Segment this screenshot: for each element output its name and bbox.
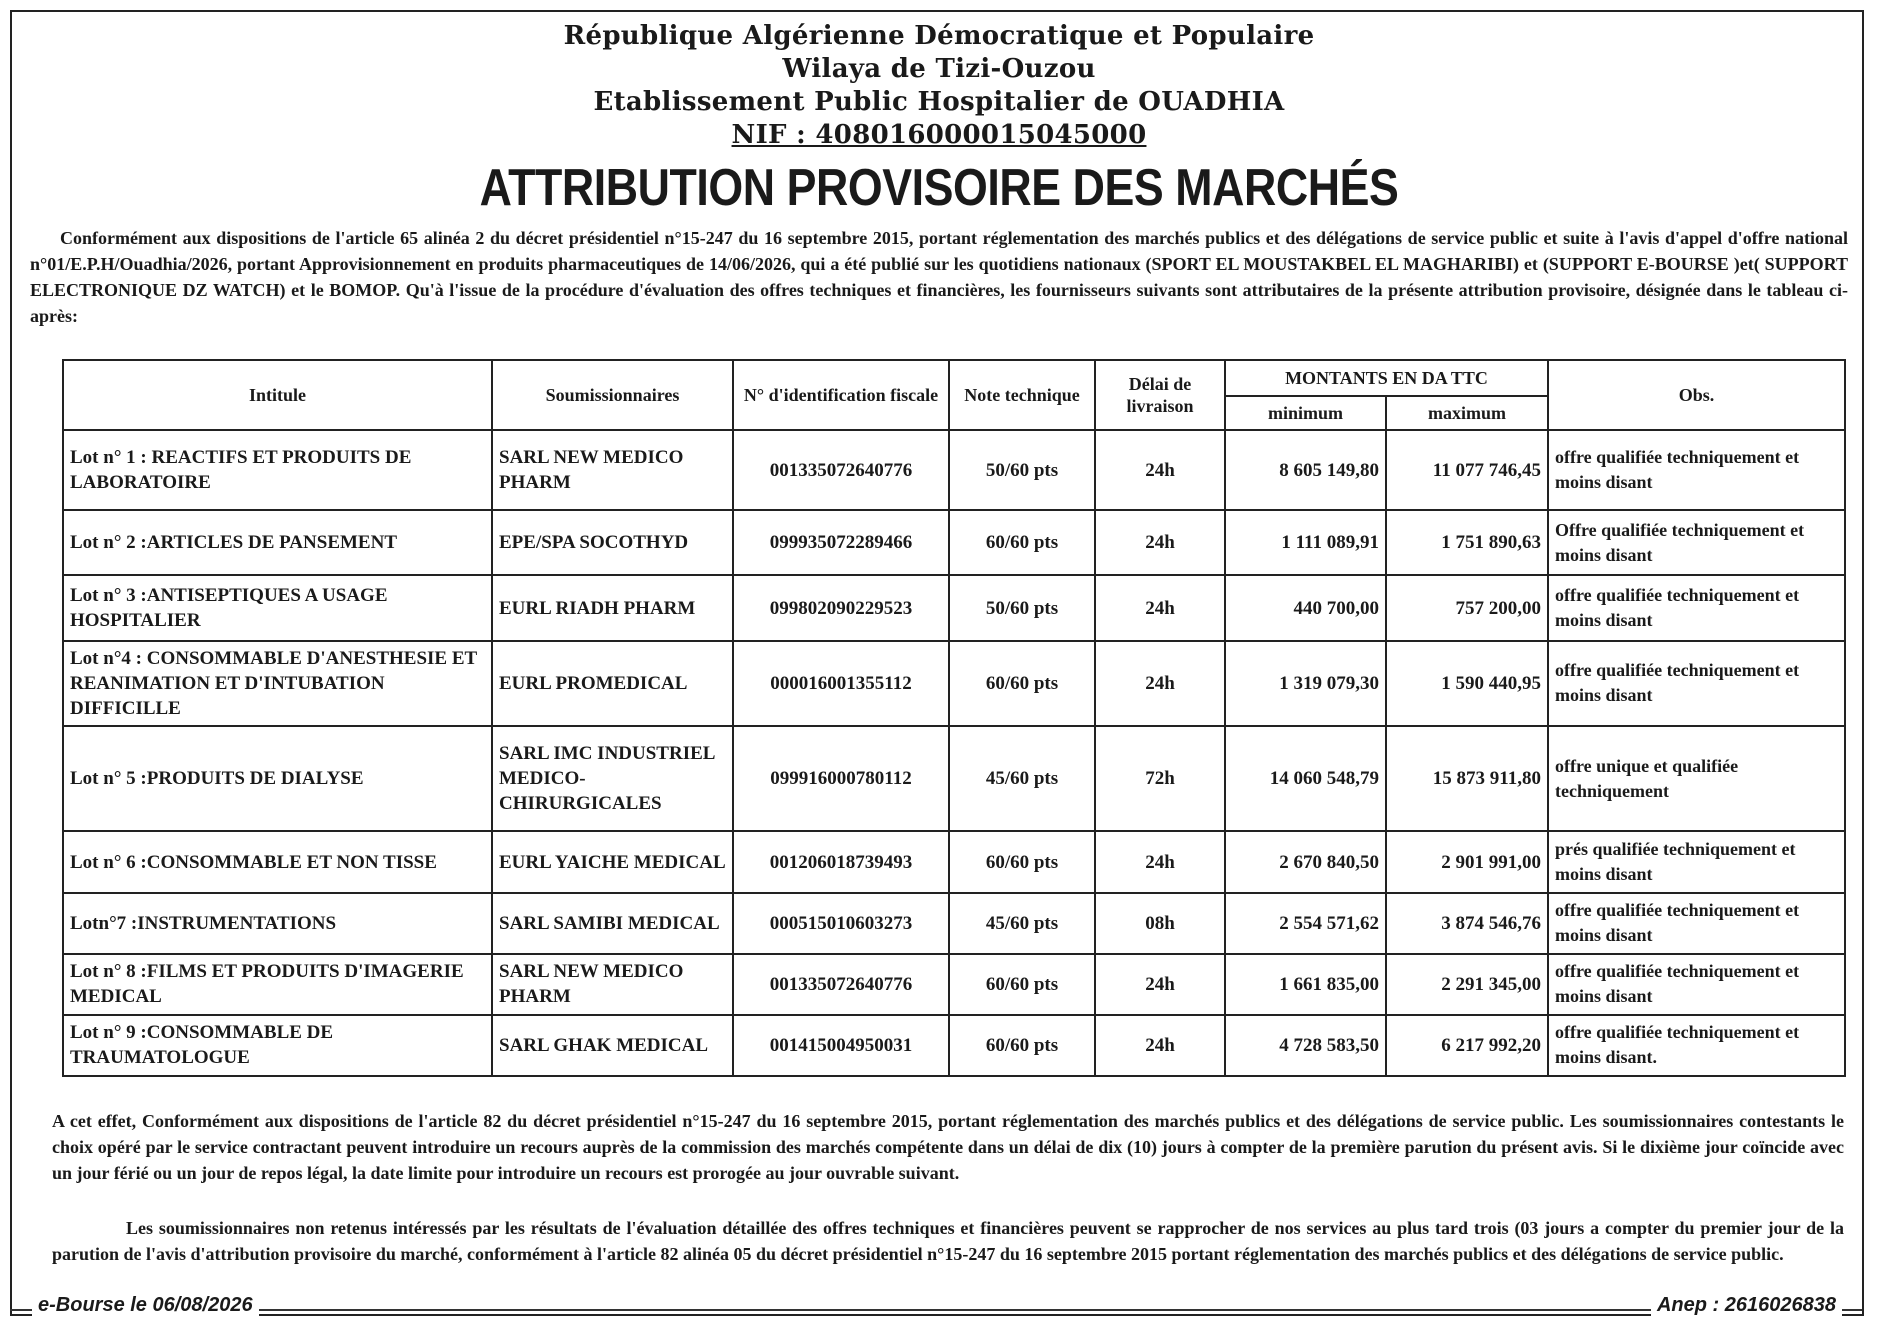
lot-cell: Lotn°7 :INSTRUMENTATIONS: [63, 893, 492, 954]
supplier-cell: SARL NEW MEDICO PHARM: [492, 430, 733, 510]
minimum-cell: 14 060 548,79: [1225, 726, 1386, 831]
table-row: [63, 575, 1845, 640]
maximum-cell: 1 751 890,63: [1386, 510, 1548, 575]
maximum-cell: 6 217 992,20: [1386, 1015, 1548, 1076]
delai-cell: 24h: [1095, 430, 1225, 510]
supplier-cell: SARL GHAK MEDICAL: [492, 1015, 733, 1076]
obs-cell: offre qualifiée techniquement et moins disant: [1548, 893, 1845, 954]
nif-cell: 001335072640776: [733, 430, 949, 510]
obs-cell: offre qualifiée techniquement et moins disant: [1548, 954, 1845, 1015]
nif-cell: 099916000780112: [733, 726, 949, 831]
page-title: ATTRIBUTION PROVISOIRE DES MARCHÉS: [479, 159, 1399, 217]
header-nif: N° d'identification fiscale: [733, 360, 949, 430]
header-obs: Obs.: [1548, 360, 1845, 430]
obs-cell: prés qualifiée techniquement et moins disant: [1548, 831, 1845, 892]
delai-cell: 24h: [1095, 954, 1225, 1015]
obs-cell: Offre qualifiée techniquement et moins disant: [1548, 510, 1845, 575]
nif-cell: 099935072289466: [733, 510, 949, 575]
table-row: [63, 430, 1845, 510]
maximum-cell: 1 590 440,95: [1386, 641, 1548, 726]
table-row: [63, 893, 1845, 954]
nif-cell: 001335072640776: [733, 954, 949, 1015]
delai-cell: 72h: [1095, 726, 1225, 831]
minimum-cell: 1 319 079,30: [1225, 641, 1386, 726]
maximum-cell: 757 200,00: [1386, 575, 1548, 640]
header-republic: République Algérienne Démocratique et Populaire: [563, 21, 1315, 51]
supplier-cell: EURL RIADH PHARM: [492, 575, 733, 640]
note-cell: 50/60 pts: [949, 575, 1095, 640]
nif-cell: 000515010603273: [733, 893, 949, 954]
nif-cell: 001415004950031: [733, 1015, 949, 1076]
supplier-cell: EPE/SPA SOCOTHYD: [492, 510, 733, 575]
supplier-cell: EURL YAICHE MEDICAL: [492, 831, 733, 892]
nif-cell: 099802090229523: [733, 575, 949, 640]
supplier-cell: EURL PROMEDICAL: [492, 641, 733, 726]
note-cell: 60/60 pts: [949, 1015, 1095, 1076]
minimum-cell: 1 111 089,91: [1225, 510, 1386, 575]
minimum-cell: 8 605 149,80: [1225, 430, 1386, 510]
delai-cell: 24h: [1095, 831, 1225, 892]
delai-cell: 24h: [1095, 575, 1225, 640]
lot-cell: Lot n° 8 :FILMS ET PRODUITS D'IMAGERIE MEDICAL: [63, 954, 492, 1015]
footer-ebourse: e-Bourse le 06/08/2026: [32, 1294, 259, 1317]
minimum-cell: 2 554 571,62: [1225, 893, 1386, 954]
obs-cell: offre qualifiée techniquement et moins disant: [1548, 575, 1845, 640]
delai-cell: 24h: [1095, 641, 1225, 726]
attribution-table: [62, 359, 1846, 1077]
lot-cell: Lot n°4 : CONSOMMABLE D'ANESTHESIE ET REANIMATION ET D'INTUBATION DIFFICILLE: [63, 641, 492, 726]
note-cell: 45/60 pts: [949, 893, 1095, 954]
header: [0, 20, 1878, 152]
header-nif: NIF : 408016000015045000: [731, 120, 1147, 150]
note-cell: 60/60 pts: [949, 831, 1095, 892]
obs-cell: offre qualifiée techniquement et moins disant.: [1548, 1015, 1845, 1076]
lot-cell: Lot n° 3 :ANTISEPTIQUES A USAGE HOSPITALIER: [63, 575, 492, 640]
header-maximum: maximum: [1386, 396, 1548, 430]
minimum-cell: 2 670 840,50: [1225, 831, 1386, 892]
maximum-cell: 11 077 746,45: [1386, 430, 1548, 510]
table-row: [63, 831, 1845, 892]
lot-cell: Lot n° 5 :PRODUITS DE DIALYSE: [63, 726, 492, 831]
obs-cell: offre qualifiée techniquement et moins disant: [1548, 430, 1845, 510]
lot-cell: Lot n° 2 :ARTICLES DE PANSEMENT: [63, 510, 492, 575]
header-montants: MONTANTS EN DA TTC: [1225, 360, 1548, 396]
note-cell: 60/60 pts: [949, 954, 1095, 1015]
intro-paragraph: Conformément aux dispositions de l'article 65 alinéa 2 du décret présidentiel n°15-247 du 16 septembre 2015, portant réglementation des marchés publics et des délégations de service public et suite à l'avis d'appel d'offre national n°01/E.P.H/Ouadhia/2026, portant Approvisionnement en produits pharmaceutiques de 14/06/2026, qui a été publié sur les quotidiens nationaux (SPORT EL MOUSTAKBEL EL MAGHARIBI) et (SUPPORT E-BOURSE )et( SUPPORT ELECTRONIQUE DZ WATCH) et le BOMOP. Qu'à l'issue de la procédure d'évaluation des offres techniques et financières, les fournisseurs suivants sont attributaires de la présente attribution provisoire, désignée dans le tableau ci-après:: [30, 228, 1848, 326]
note-cell: 50/60 pts: [949, 430, 1095, 510]
delai-cell: 08h: [1095, 893, 1225, 954]
obs-cell: offre unique et qualifiée techniquement: [1548, 726, 1845, 831]
table-row: [63, 510, 1845, 575]
minimum-cell: 1 661 835,00: [1225, 954, 1386, 1015]
lot-cell: Lot n° 9 :CONSOMMABLE DE TRAUMATOLOGUE: [63, 1015, 492, 1076]
lot-cell: Lot n° 1 : REACTIFS ET PRODUITS DE LABORATOIRE: [63, 430, 492, 510]
header-intitule: Intitule: [63, 360, 492, 430]
table-row: [63, 641, 1845, 726]
maximum-cell: 15 873 911,80: [1386, 726, 1548, 831]
header-note: Note technique: [949, 360, 1095, 430]
note-cell: 45/60 pts: [949, 726, 1095, 831]
delai-cell: 24h: [1095, 1015, 1225, 1076]
table-row: [63, 954, 1845, 1015]
recours-paragraph: A cet effet, Conformément aux dispositions de l'article 82 du décret présidentiel n°15-247 du 16 septembre 2015, portant réglementation des marchés publics et des délégations de service public. Les soumissionnaires contestants le choix opéré par le service contractant peuvent introduire un recours auprès de la commission des marchés compétente dans un délai de dix (10) jours à compter de la première parution du présent avis. Si le dixième jour coïncide avec un jour férié ou un jour de repos légal, la date limite pour introduire un recours est prorogée au jour ouvrable suivant.: [52, 1111, 1844, 1183]
note-cell: 60/60 pts: [949, 510, 1095, 575]
nif-cell: 000016001355112: [733, 641, 949, 726]
note-cell: 60/60 pts: [949, 641, 1095, 726]
maximum-cell: 2 291 345,00: [1386, 954, 1548, 1015]
footer-anep: Anep : 2616026838: [1651, 1294, 1842, 1317]
header-wilaya: Wilaya de Tizi-Ouzou: [782, 54, 1096, 84]
supplier-cell: SARL SAMIBI MEDICAL: [492, 893, 733, 954]
table-row: [63, 726, 1845, 831]
table-row: [63, 1015, 1845, 1076]
header-delai: Délai de livraison: [1095, 360, 1225, 430]
obs-cell: offre qualifiée techniquement et moins disant: [1548, 641, 1845, 726]
nif-cell: 001206018739493: [733, 831, 949, 892]
supplier-cell: SARL NEW MEDICO PHARM: [492, 954, 733, 1015]
header-establishment: Etablissement Public Hospitalier de OUADHIA: [593, 87, 1285, 117]
final-paragraph: Les soumissionnaires non retenus intéressés par les résultats de l'évaluation détaillée des offres techniques et financières peuvent se rapprocher de nos services au plus tard trois (03 jours a compter du premier jour de la parution de l'avis d'attribution provisoire du marché, conformément à l'article 82 alinéa 05 du décret présidentiel n°15-247 du 16 septembre 2015 portant réglementation des marchés publics et des délégations de service public.: [52, 1218, 1844, 1264]
maximum-cell: 2 901 991,00: [1386, 831, 1548, 892]
footer-rule: [10, 1309, 1862, 1311]
minimum-cell: 440 700,00: [1225, 575, 1386, 640]
minimum-cell: 4 728 583,50: [1225, 1015, 1386, 1076]
header-minimum: minimum: [1225, 396, 1386, 430]
lot-cell: Lot n° 6 :CONSOMMABLE ET NON TISSE: [63, 831, 492, 892]
header-soumissionnaires: Soumissionnaires: [492, 360, 733, 430]
delai-cell: 24h: [1095, 510, 1225, 575]
maximum-cell: 3 874 546,76: [1386, 893, 1548, 954]
supplier-cell: SARL IMC INDUSTRIEL MEDICO-CHIRURGICALES: [492, 726, 733, 831]
